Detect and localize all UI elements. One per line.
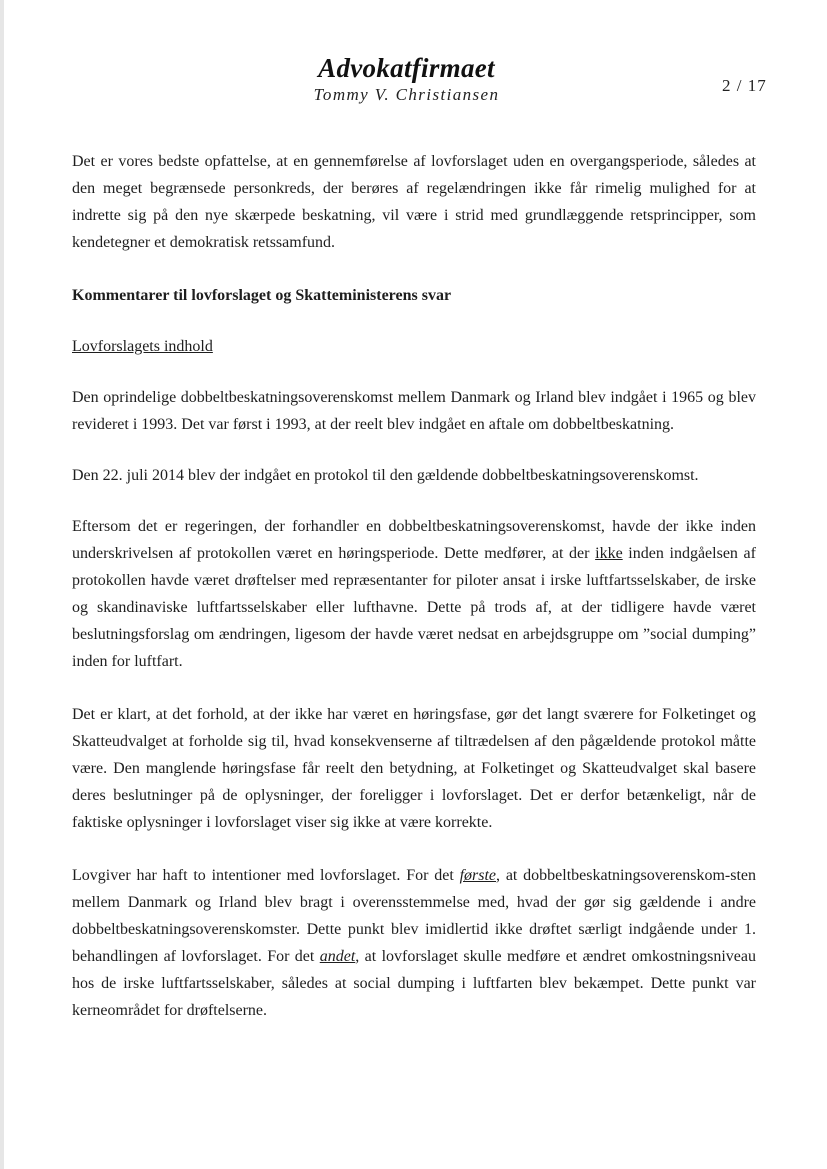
- text-run: , at dobbeltbeskatningsoverenskom-sten mellem Danmark og Irland blev bragt i overensstemmelse med, hvad der gør sig gældende i andre dobbeltbeskatningsoverenskomster. Dette punkt blev imidlertid ikke drøftet særligt indgående under 1. behandlingen af lovforslaget. For det: [72, 867, 757, 965]
- text-run: , at lovforslaget skulle medføre et ændret omkostningsniveau hos de irske luftfartsselskaber, således at social dumping i luftfarten blev bekæmpet. Dette punkt var kerneområdet for drøftelserne.: [72, 948, 756, 1019]
- paragraph-agreement-history: Den oprindelige dobbeltbeskatningsoverenskomst mellem Danmark og Irland blev indgået i 1965 og blev revideret i 1993. Det var først i 1993, at der reelt blev indgået en aftale om dobbeltbeskatning.: [72, 389, 756, 433]
- document-body: [72, 148, 756, 1024]
- page-number: 2 / 17: [722, 76, 767, 95]
- emphasis-ikke: ikke: [595, 545, 623, 562]
- scan-edge: [0, 0, 4, 1169]
- paragraph-intentions: [72, 862, 756, 1024]
- paragraph-hearing-period: [72, 513, 756, 675]
- letterhead: [0, 52, 827, 106]
- text-run: Lovgiver har haft to intentioner med lovforslaget. For det: [72, 867, 460, 884]
- paragraph-protocol: Den 22. juli 2014 blev der indgået en protokol til den gældende dobbeltbeskatningsoverenskomst.: [72, 467, 699, 484]
- emphasis-andet: andet: [319, 948, 356, 965]
- lawyer-name: Tommy V. Christiansen: [313, 85, 500, 104]
- text-run: Eftersom det er regeringen, der forhandler en dobbeltbeskatningsoverenskomst, havde der ikke inden underskrivelsen af protokollen været en høringsperiode. Dette medfører, at der: [72, 518, 756, 562]
- paragraph-consequences: Det er klart, at det forhold, at der ikke har været en høringsfase, gør det langt sværere for Folketinget og Skatteudvalget at forholde sig til, hvad konsekvenserne af tiltrædelsen af den pågældende protokol måtte være. Den manglende høringsfase får reelt den betydning, at Folketinget og Skatteudvalget skal basere deres beslutninger på de oplysninger, der foreligger i lovforslaget. Det er derfor betænkeligt, når de faktiske oplysninger i lovforslaget viser sig ikke at være korrekte.: [72, 706, 756, 831]
- text-run: inden indgåelsen af protokollen havde været drøftelser med repræsentanter for piloter ansat i irske luftfartsselskaber, de irske og skandinaviske luftfartsselskaber eller lufthavne. Dette på trods af, at der tidligere havde været beslutningsforslag om ændringen, ligesom der havde været nedsat en arbejdsgruppe om ”social dumping” inden for luftfart.: [72, 545, 756, 670]
- section-heading: Kommentarer til lovforslaget og Skatteministerens svar: [72, 287, 452, 304]
- paragraph-intro: Det er vores bedste opfattelse, at en gennemførelse af lovforslaget uden en overgangsperiode, således at den meget begrænsede personkreds, der berøres af regelændringen ikke får rimelig mulighed for at indrette sig på den nye skærpede beskatning, vil være i strid med grundlæggende retsprincipper, som kendetegner et demokratisk retssamfund.: [72, 153, 756, 251]
- subsection-heading: Lovforslagets indhold: [72, 338, 213, 355]
- firm-name: Advokatfirmaet: [318, 53, 495, 83]
- emphasis-forste: første: [459, 867, 497, 884]
